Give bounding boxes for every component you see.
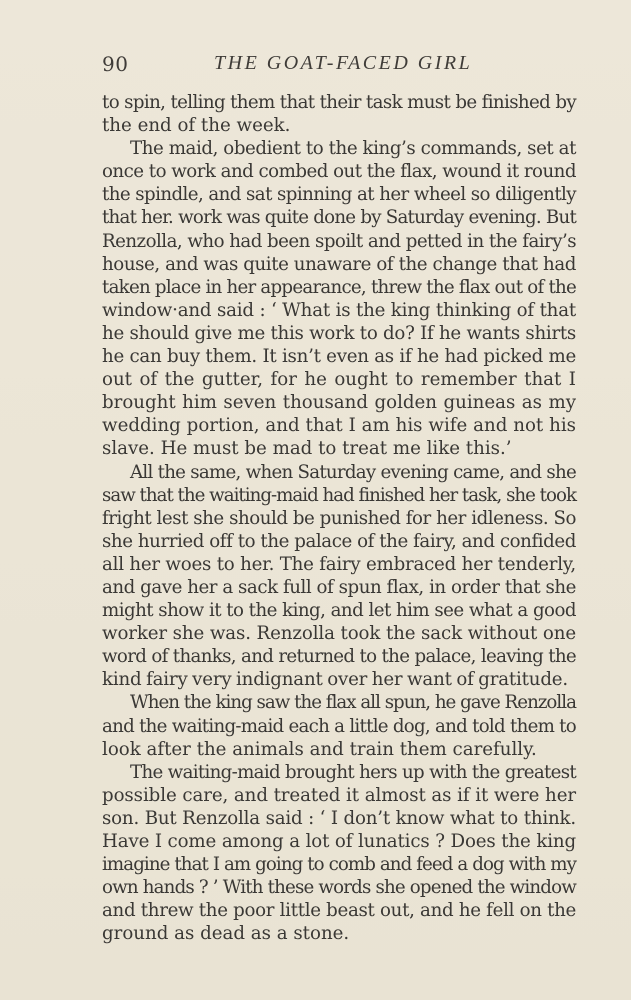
text-line: son. But Renzolla said : ‘ I don’t know what to think.: [102, 807, 576, 829]
text-line: Have I come among a lot of lunatics ? Does the king: [102, 831, 576, 852]
text-line: to spin, telling them that their task must be finished by: [102, 92, 576, 113]
text-line: slave. He must be mad to treat me like this.’: [102, 438, 512, 460]
text-line: word of thanks, and returned to the palace, leaving the: [102, 646, 576, 668]
text-line: and threw the poor little beast out, and he fell on the: [102, 900, 576, 922]
text-line: house, and was quite unaware of the change that had: [102, 253, 576, 275]
text-line: Renzolla, who had been spoilt and petted in the fairy’s: [102, 230, 576, 252]
text-line: might show it to the king, and let him see what a good: [102, 600, 576, 622]
text-line: brought him seven thousand golden guineas as my: [102, 392, 576, 414]
page-header: [102, 52, 576, 84]
text-line: wedding portion, and that I am his wife and not his: [102, 415, 576, 437]
text-line: worker she was. Renzolla took the sack without one: [102, 623, 576, 645]
text-line: he should give me this work to do? If he wants shirts: [102, 322, 576, 344]
text-line: imagine that I am going to comb and feed a dog with my: [102, 854, 576, 876]
text-line: ground as dead as a stone.: [102, 923, 350, 945]
text-line: out of the gutter, for he ought to remember that I: [102, 369, 576, 391]
text-line: the end of the week.: [102, 115, 291, 137]
text-line: window·and said : ‘ What is the king thinking of that: [102, 299, 576, 321]
text-line: and the waiting-maid each a little dog, and told them to: [102, 715, 576, 737]
text-line: kind fairy very indignant over her want of gratitude.: [102, 669, 568, 691]
page-number: 90: [102, 52, 129, 76]
text-line: all her woes to her. The fairy embraced her tenderly,: [102, 553, 576, 575]
text-line: fright lest she should be punished for her idleness. So: [102, 507, 576, 529]
body-text: [102, 91, 576, 945]
text-line: look after the animals and train them carefully.: [102, 738, 537, 760]
text-line: that her. work was quite done by Saturday evening. But: [102, 207, 576, 229]
text-line: taken place in her appearance, threw the flax out of the: [102, 276, 576, 298]
text-line: she hurried off to the palace of the fairy, and confided: [102, 530, 576, 552]
text-line: The waiting-maid brought hers up with the greatest: [130, 761, 576, 783]
text-line: The maid, obedient to the king’s commands, set at: [130, 138, 576, 160]
text-line: once to work and combed out the flax, wound it round: [102, 161, 576, 183]
text-line: saw that the waiting-maid had finished her task, she took: [102, 484, 576, 506]
text-line: When the king saw the flax all spun, he gave Renzolla: [130, 692, 576, 714]
text-line: the spindle, and sat spinning at her wheel so diligently: [102, 184, 576, 206]
text-line: All the same, when Saturday evening came, and she: [130, 461, 576, 483]
text-line: and gave her a sack full of spun flax, in order that she: [102, 576, 576, 598]
text-line: he can buy them. It isn’t even as if he had picked me: [102, 346, 576, 368]
running-title: THE GOAT-FACED GIRL: [214, 52, 473, 74]
text-line: possible care, and treated it almost as if it were her: [102, 784, 576, 806]
text-line: own hands ? ’ With these words she opened the window: [102, 877, 576, 899]
